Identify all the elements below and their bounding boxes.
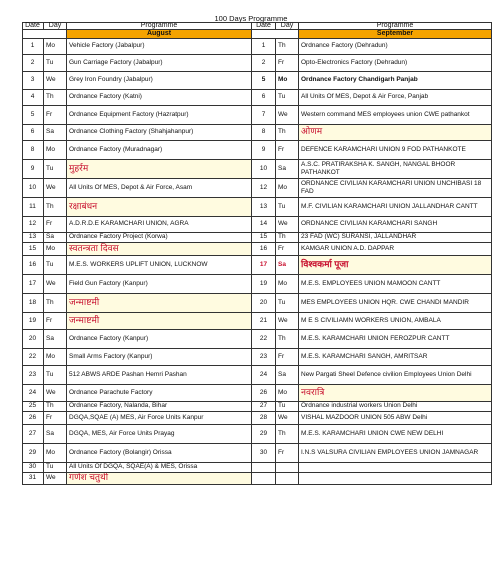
- august-day: Mo: [44, 349, 67, 366]
- august-day: Mo: [44, 141, 67, 160]
- august-programme: Ordnance Parachute Factory: [67, 385, 252, 402]
- august-day: Th: [44, 198, 67, 217]
- september-day: We: [276, 217, 299, 233]
- september-programme: M.E.S. EMPLOYEES UNION MAMOON CANTT: [299, 275, 492, 294]
- august-day: We: [44, 385, 67, 402]
- september-programme: A.S.C. PRATIRAKSHA K. SANGH, NANGAL BHOOR PATHANKOT: [299, 160, 492, 179]
- august-programme: Ordnance Factory (Bolangir) Orissa: [67, 444, 252, 463]
- august-date: 27: [22, 425, 44, 444]
- month-august: August: [67, 30, 252, 39]
- september-programme: I.N.S VALSURA CIVILIAN EMPLOYEES UNION JAMNAGAR: [299, 444, 492, 463]
- august-date: 2: [22, 55, 44, 73]
- september-date: 30: [252, 444, 276, 463]
- august-day: Fr: [44, 217, 67, 233]
- august-programme: Ordnance Factory, Nalanda, Bihar: [67, 402, 252, 412]
- header-day: Day: [276, 22, 299, 30]
- september-day: Th: [276, 330, 299, 349]
- august-date: 20: [22, 330, 44, 349]
- august-date: 24: [22, 385, 44, 402]
- august-programme: मुहर्रम: [67, 160, 252, 179]
- september-programme: 23 FAD (WC) SURANSI, JALLANDHAR: [299, 233, 492, 243]
- september-programme: Opto-Electronics Factory (Dehradun): [299, 55, 492, 73]
- september-date: 9: [252, 141, 276, 160]
- august-day: Mo: [44, 243, 67, 256]
- september-day: Th: [276, 39, 299, 55]
- august-date: 16: [22, 256, 44, 275]
- header-programme: Programme: [299, 22, 492, 30]
- august-date: 8: [22, 141, 44, 160]
- september-date: 5: [252, 72, 276, 90]
- september-day: We: [276, 412, 299, 425]
- august-programme: Ordnance Clothing Factory (Shahjahanpur): [67, 125, 252, 141]
- september-date: 13: [252, 198, 276, 217]
- september-date: 7: [252, 106, 276, 125]
- header-day: Day: [44, 22, 67, 30]
- september-day: [276, 473, 299, 485]
- september-day: Mo: [276, 385, 299, 402]
- september-date: 14: [252, 217, 276, 233]
- august-programme: 512 ABWS ARDE Pashan Hemri Pashan: [67, 366, 252, 385]
- august-day: Tu: [44, 463, 67, 473]
- september-day: Tu: [276, 402, 299, 412]
- august-programme: Vehicle Factory (Jabalpur): [67, 39, 252, 55]
- august-day: Sa: [44, 233, 67, 243]
- august-date: 12: [22, 217, 44, 233]
- september-day: Tu: [276, 294, 299, 313]
- september-day: Mo: [276, 72, 299, 90]
- september-programme: Ordnance Factory Chandigarh Panjab: [299, 72, 492, 90]
- september-programme: Western command MES employees union CWE pathankot: [299, 106, 492, 125]
- august-day: We: [44, 179, 67, 198]
- august-day: Sa: [44, 425, 67, 444]
- september-date: 12: [252, 179, 276, 198]
- september-date: 27: [252, 402, 276, 412]
- september-programme: नवरात्रि: [299, 385, 492, 402]
- september-day: We: [276, 313, 299, 330]
- august-date: 26: [22, 412, 44, 425]
- september-programme: MES EMPLOYEES UNION HQR. CWE CHANDI MANDIR: [299, 294, 492, 313]
- august-day: We: [44, 275, 67, 294]
- august-date: 1: [22, 39, 44, 55]
- september-date: 20: [252, 294, 276, 313]
- august-day: Th: [44, 294, 67, 313]
- august-day: Tu: [44, 256, 67, 275]
- august-programme: DGQA,SQAE (A) MES, Air Force Units Kanpur: [67, 412, 252, 425]
- september-programme: Ordnance industrial workers Union Delhi: [299, 402, 492, 412]
- september-day: Th: [276, 125, 299, 141]
- september-day: Th: [276, 425, 299, 444]
- august-programme: रक्षाबंधन: [67, 198, 252, 217]
- august-day: Tu: [44, 366, 67, 385]
- header-date: Date: [252, 22, 276, 30]
- september-programme: M.F. CIVILIAN KARAMCHARI UNION JALLANDHAR CANTT: [299, 198, 492, 217]
- september-date: 17: [252, 256, 276, 275]
- august-date: 30: [22, 463, 44, 473]
- september-date: 10: [252, 160, 276, 179]
- august-day: Fr: [44, 313, 67, 330]
- september-date: 2: [252, 55, 276, 73]
- september-programme: ORDNANCE CIVILIAN KARAMCHARI UNION UNCHIBASI 18 FAD: [299, 179, 492, 198]
- september-programme: VISHAL MAZDOOR UNION 505 ABW Delhi: [299, 412, 492, 425]
- august-date: 13: [22, 233, 44, 243]
- header-programme: Programme: [67, 22, 252, 30]
- august-day: We: [44, 72, 67, 90]
- month-spacer-left: [22, 30, 67, 39]
- september-day: Fr: [276, 55, 299, 73]
- september-programme: ओणम: [299, 125, 492, 141]
- august-date: 23: [22, 366, 44, 385]
- september-programme: Ordnance Factory (Dehradun): [299, 39, 492, 55]
- august-date: 29: [22, 444, 44, 463]
- september-day: Mo: [276, 179, 299, 198]
- august-programme: Ordnance Factory Project (Korwa): [67, 233, 252, 243]
- september-programme: M E S CIVILIAMN WORKERS UNION, AMBALA: [299, 313, 492, 330]
- september-date: 8: [252, 125, 276, 141]
- month-spacer-right: [252, 30, 299, 39]
- september-day: Fr: [276, 349, 299, 366]
- august-programme: Grey Iron Foundry (Jabalpur): [67, 72, 252, 90]
- august-day: Th: [44, 402, 67, 412]
- august-day: Tu: [44, 55, 67, 73]
- august-date: 5: [22, 106, 44, 125]
- august-date: 18: [22, 294, 44, 313]
- september-date: 26: [252, 385, 276, 402]
- august-programme: Ordnance Factory (Muradnagar): [67, 141, 252, 160]
- september-day: Fr: [276, 141, 299, 160]
- september-programme: विश्वकर्मा पूजा: [299, 256, 492, 275]
- august-date: 9: [22, 160, 44, 179]
- september-day: Tu: [276, 90, 299, 106]
- august-date: 25: [22, 402, 44, 412]
- september-date: 6: [252, 90, 276, 106]
- august-date: 19: [22, 313, 44, 330]
- september-date: 19: [252, 275, 276, 294]
- september-programme: M.E.S. KARAMCHARI SANGH, AMRITSAR: [299, 349, 492, 366]
- september-date: 21: [252, 313, 276, 330]
- september-day: Mo: [276, 275, 299, 294]
- august-programme: Gun Carriage Factory (Jabalpur): [67, 55, 252, 73]
- august-day: Sa: [44, 330, 67, 349]
- august-day: Fr: [44, 412, 67, 425]
- august-programme: A.D.R.D.E KARAMCHARI UNION, AGRA: [67, 217, 252, 233]
- august-date: 11: [22, 198, 44, 217]
- september-programme: New Pargati Sheel Defence civilion Employees Union Delhi: [299, 366, 492, 385]
- header-date: Date: [22, 22, 44, 30]
- september-day: Tu: [276, 198, 299, 217]
- september-date: [252, 463, 276, 473]
- september-day: Sa: [276, 366, 299, 385]
- august-programme: All Units Of MES, Depot & Air Force, Asam: [67, 179, 252, 198]
- september-day: Sa: [276, 256, 299, 275]
- august-day: Th: [44, 90, 67, 106]
- september-programme: ORDNANCE CIVILIAN KARAMCHARI SANGH: [299, 217, 492, 233]
- september-date: [252, 473, 276, 485]
- page-title: 100 Days Programme: [214, 14, 288, 23]
- september-programme: DEFENCE KARAMCHARI UNION 9 FOD PATHANKOTE: [299, 141, 492, 160]
- august-date: 4: [22, 90, 44, 106]
- august-day: Tu: [44, 160, 67, 179]
- august-programme: जन्माष्टमी: [67, 313, 252, 330]
- september-programme: M.E.S. KARAMCHARI UNION FEROZPUR CANTT: [299, 330, 492, 349]
- august-programme: Small Arms Factory (Kanpur): [67, 349, 252, 366]
- august-date: 17: [22, 275, 44, 294]
- september-programme: M.E.S. KARAMCHARI UNION CWE NEW DELHI: [299, 425, 492, 444]
- september-date: 16: [252, 243, 276, 256]
- august-date: 3: [22, 72, 44, 90]
- august-day: Mo: [44, 39, 67, 55]
- august-day: We: [44, 473, 67, 485]
- august-programme: DGQA, MES, Air Force Units Prayag: [67, 425, 252, 444]
- august-date: 31: [22, 473, 44, 485]
- september-day: [276, 463, 299, 473]
- september-date: 24: [252, 366, 276, 385]
- september-date: 15: [252, 233, 276, 243]
- september-day: Th: [276, 233, 299, 243]
- august-date: 22: [22, 349, 44, 366]
- september-programme: All Units Of MES, Depot & Air Force, Panjab: [299, 90, 492, 106]
- august-programme: जन्माष्टमी: [67, 294, 252, 313]
- august-programme: All Units Of DGQA, SQAE(A) & MES, Orissa: [67, 463, 252, 473]
- september-day: Fr: [276, 243, 299, 256]
- september-date: 22: [252, 330, 276, 349]
- august-day: Sa: [44, 125, 67, 141]
- august-programme: Field Gun Factory (Kanpur): [67, 275, 252, 294]
- august-programme: Ordnance Equipment Factory (Hazratpur): [67, 106, 252, 125]
- september-programme: [299, 473, 492, 485]
- august-programme: Ordnance Factory (Katni): [67, 90, 252, 106]
- august-date: 10: [22, 179, 44, 198]
- september-date: 1: [252, 39, 276, 55]
- august-programme: M.E.S. WORKERS UPLIFT UNION, LUCKNOW: [67, 256, 252, 275]
- august-programme: स्वतन्त्रता दिवस: [67, 243, 252, 256]
- august-day: Mo: [44, 444, 67, 463]
- september-date: 29: [252, 425, 276, 444]
- month-september: September: [299, 30, 492, 39]
- september-programme: KAMGAR UNION A.D. DAPPAR: [299, 243, 492, 256]
- august-programme: Ordnance Factory (Kanpur): [67, 330, 252, 349]
- programme-table: [22, 22, 492, 542]
- september-programme: [299, 463, 492, 473]
- september-day: We: [276, 106, 299, 125]
- august-date: 15: [22, 243, 44, 256]
- september-day: Fr: [276, 444, 299, 463]
- september-date: 23: [252, 349, 276, 366]
- august-date: 6: [22, 125, 44, 141]
- august-day: Fr: [44, 106, 67, 125]
- september-day: Sa: [276, 160, 299, 179]
- september-date: 28: [252, 412, 276, 425]
- august-programme: गणेश चतुर्थी: [67, 473, 252, 485]
